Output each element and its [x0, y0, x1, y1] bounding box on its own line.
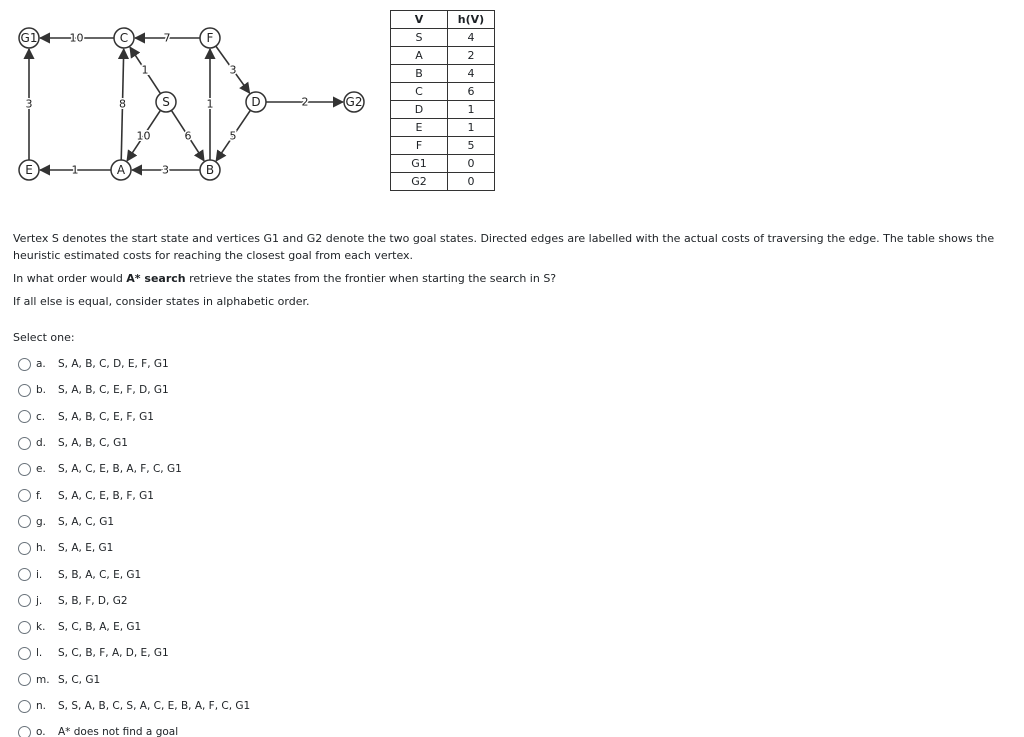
option-text: A* does not find a goal	[58, 726, 179, 737]
answer-option-c[interactable]	[18, 404, 418, 430]
radio-button[interactable]	[18, 594, 31, 607]
question-suffix: retrieve the states from the frontier when starting the search in S?	[185, 272, 557, 285]
radio-button[interactable]	[18, 489, 31, 502]
option-text: S, A, B, C, D, E, F, G1	[58, 358, 169, 371]
node-B	[200, 160, 220, 180]
node-label: D	[251, 95, 261, 109]
option-text: S, A, C, E, B, A, F, C, G1	[58, 463, 182, 476]
answer-option-m[interactable]	[18, 667, 418, 693]
option-text: S, C, G1	[58, 673, 101, 686]
node-label: C	[119, 31, 129, 45]
option-text: S, A, E, G1	[58, 542, 114, 555]
question-description: Vertex S denotes the start state and vertices G1 and G2 denote the two goal states. Directed edges are labelled with the actual costs of traversing the edge. The table shows the heuristic estimated costs for reaching the closest goal from each vertex.	[13, 232, 995, 262]
edge-cost-label: 3	[162, 163, 169, 177]
answer-option-k[interactable]	[18, 614, 418, 640]
answer-option-f[interactable]	[18, 482, 418, 508]
node-F	[200, 28, 220, 48]
option-letter: o.	[36, 726, 46, 737]
vertex-cell: C	[391, 83, 448, 101]
node-G2	[344, 92, 364, 112]
radio-button[interactable]	[18, 621, 31, 634]
vertex-cell: G1	[391, 155, 448, 173]
table-row	[391, 29, 495, 47]
option-letter: l.	[36, 647, 43, 660]
node-A	[111, 160, 131, 180]
heuristic-cell: 5	[448, 137, 495, 155]
option-text: S, S, A, B, C, S, A, C, E, B, A, F, C, G1	[58, 700, 251, 712]
radio-button[interactable]	[18, 410, 31, 423]
option-letter: h.	[36, 542, 46, 555]
option-text: S, A, B, C, E, F, G1	[58, 410, 154, 423]
edge-cost-label: 10	[136, 129, 151, 143]
radio-button[interactable]	[18, 726, 31, 737]
option-letter: i.	[36, 568, 43, 581]
answer-option-g[interactable]	[18, 509, 418, 535]
answer-option-o[interactable]	[18, 719, 418, 737]
heuristic-cell: 4	[448, 29, 495, 47]
heuristic-cell: 4	[448, 65, 495, 83]
node-label: F	[206, 31, 214, 45]
question-prompt	[13, 270, 1003, 287]
radio-button[interactable]	[18, 647, 31, 660]
node-label: B	[205, 163, 215, 177]
answer-option-a[interactable]	[18, 351, 418, 377]
heuristic-cell: 0	[448, 155, 495, 173]
option-text: S, B, F, D, G2	[58, 594, 128, 607]
column-header-heuristic: h(V)	[448, 11, 495, 29]
edge-cost-label: 2	[301, 95, 309, 109]
answer-option-d[interactable]	[18, 430, 418, 456]
radio-button[interactable]	[18, 673, 31, 686]
node-D	[246, 92, 266, 112]
table-row	[391, 83, 495, 101]
edge-cost-label: 3	[25, 97, 33, 111]
option-letter: n.	[36, 700, 46, 712]
option-text: S, A, C, E, B, F, G1	[58, 489, 154, 502]
select-one-label: Select one:	[13, 331, 75, 344]
table-header-row	[391, 11, 495, 29]
edge-cost-label: 1	[141, 63, 149, 77]
edge-cost-label: 7	[163, 31, 171, 45]
vertex-cell: A	[391, 47, 448, 65]
radio-button[interactable]	[18, 384, 31, 397]
answer-options	[18, 351, 418, 737]
option-letter: g.	[36, 515, 47, 528]
heuristic-table	[390, 10, 495, 191]
node-label: S	[162, 95, 170, 109]
option-letter: a.	[36, 358, 46, 371]
radio-button[interactable]	[18, 437, 31, 450]
table-row	[391, 65, 495, 83]
edge-cost-label: 8	[119, 97, 126, 111]
answer-option-n[interactable]	[18, 693, 418, 719]
option-letter: m.	[36, 673, 50, 686]
column-header-vertex: V	[391, 11, 448, 29]
option-letter: c.	[36, 410, 46, 423]
table-row	[391, 119, 495, 137]
question-text	[13, 230, 1003, 316]
node-E	[19, 160, 39, 180]
question-method: A* search	[126, 272, 186, 285]
edge-cost-label: 6	[184, 129, 192, 143]
answer-option-e[interactable]	[18, 456, 418, 482]
node-S	[156, 92, 176, 112]
heuristic-cell: 0	[448, 173, 495, 191]
radio-button[interactable]	[18, 568, 31, 581]
node-G1	[19, 28, 39, 48]
graph-nodes	[19, 28, 364, 180]
edge-cost-label: 10	[69, 31, 84, 45]
option-letter: e.	[36, 463, 46, 476]
vertex-cell: F	[391, 137, 448, 155]
radio-button[interactable]	[18, 700, 31, 713]
option-text: S, C, B, F, A, D, E, G1	[58, 647, 169, 660]
option-text: S, C, B, A, E, G1	[58, 621, 142, 634]
answer-option-l[interactable]	[18, 640, 418, 666]
node-label: G2	[345, 95, 363, 109]
vertex-cell: G2	[391, 173, 448, 191]
option-text: S, A, B, C, E, F, D, G1	[58, 384, 169, 397]
answer-option-h[interactable]	[18, 535, 418, 561]
edge-cost-label: 3	[229, 63, 237, 77]
table-row	[391, 101, 495, 119]
answer-option-i[interactable]	[18, 561, 418, 587]
radio-button[interactable]	[18, 542, 31, 555]
node-label: G1	[20, 31, 38, 45]
table-row	[391, 137, 495, 155]
heuristic-cell: 2	[448, 47, 495, 65]
option-letter: d.	[36, 437, 47, 450]
question-figure	[8, 8, 498, 200]
tie-break-note: If all else is equal, consider states in alphabetic order.	[13, 295, 310, 308]
option-text: S, A, C, G1	[58, 515, 115, 528]
edge-cost-label: 5	[229, 129, 237, 143]
option-text: S, B, A, C, E, G1	[58, 568, 142, 581]
edge-cost-label: 1	[71, 163, 79, 177]
vertex-cell: S	[391, 29, 448, 47]
graph-edges	[26, 32, 344, 177]
node-label: E	[25, 163, 33, 177]
table-row	[391, 173, 495, 191]
radio-button[interactable]	[18, 358, 31, 371]
option-letter: b.	[36, 384, 47, 397]
edge-cost-label: 1	[206, 97, 214, 111]
heuristic-cell: 1	[448, 101, 495, 119]
option-letter: k.	[36, 621, 46, 634]
vertex-cell: E	[391, 119, 448, 137]
node-C	[114, 28, 134, 48]
table-row	[391, 155, 495, 173]
question-prefix: In what order would	[13, 272, 127, 285]
option-letter: j.	[36, 594, 43, 607]
radio-button[interactable]	[18, 463, 31, 476]
table-row	[391, 47, 495, 65]
radio-button[interactable]	[18, 515, 31, 528]
answer-option-b[interactable]	[18, 377, 418, 403]
heuristic-cell: 1	[448, 119, 495, 137]
vertex-cell: D	[391, 101, 448, 119]
heuristic-cell: 6	[448, 83, 495, 101]
search-graph	[8, 8, 390, 200]
option-letter: f.	[36, 489, 43, 502]
vertex-cell: B	[391, 65, 448, 83]
option-text: S, A, B, C, G1	[58, 437, 128, 450]
answer-option-j[interactable]	[18, 588, 418, 614]
node-label: A	[116, 163, 126, 177]
